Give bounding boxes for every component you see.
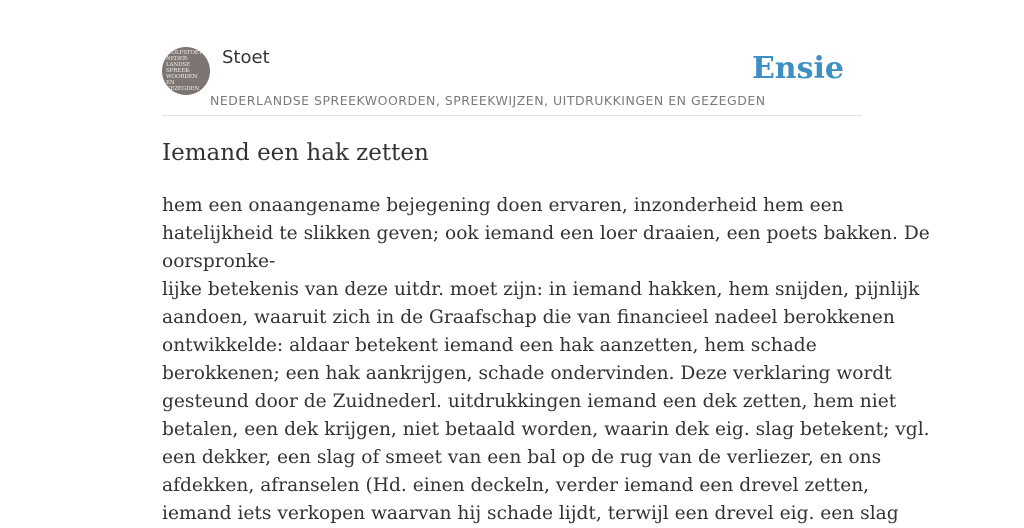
author-avatar[interactable] — [162, 47, 210, 95]
entry-body-line: iemand iets verkopen waarvan hij schade lijdt, terwijl een drevel eig. een slag — [162, 503, 899, 524]
entry-body-line: hatelijkheid te slikken geven; ook iemand een loer draaien, een poets bakken. De — [162, 223, 930, 244]
author-link[interactable]: Stoet — [222, 47, 270, 68]
ensie-logo-link[interactable]: Ensie — [751, 51, 844, 86]
entry-body-line: een dekker, een slag of smeet van een bal op de rug van de verliezer, en ons — [162, 447, 882, 468]
avatar-book-cover-text: WOLFSTOET NEDER- LANDSE SPREEK- WOORDEN EN GEZEGDEN — [166, 50, 203, 92]
entry-body-line: betalen, een dek krijgen, niet betaald worden, waarin dek eig. slag betekent; vgl. — [162, 419, 930, 440]
entry-body-line: afdekken, afranselen (Hd. einen deckeln, verder iemand een drevel zetten, — [162, 475, 870, 496]
entry-title: Iemand een hak zetten — [162, 140, 429, 166]
entry-body-line: lijke betekenis van deze uitdr. moet zijn: in iemand hakken, hem snijden, pijnlijk — [162, 279, 920, 300]
entry-body-line: berokkenen; een hak aankrijgen, schade ondervinden. Deze verklaring wordt — [162, 363, 892, 384]
source-subtitle: NEDERLANDSE SPREEKWOORDEN, SPREEKWIJZEN, UITDRUKKINGEN EN GEZEGDEN — [210, 93, 766, 108]
entry-body-line: gesteund door de Zuidnederl. uitdrukkingen iemand een dek zetten, hem niet — [162, 391, 897, 412]
entry-body-line: oorspronke- — [162, 251, 276, 272]
entry-body-line: aandoen, waaruit zich in de Graafschap die van financieel nadeel berokkenen — [162, 307, 895, 328]
entry-body-line: ontwikkelde: aldaar betekent iemand een hak aanzetten, hem schade — [162, 335, 817, 356]
site-header — [162, 46, 862, 116]
entry-body — [162, 192, 930, 528]
entry-body-line: hem een onaangename bejegening doen ervaren, inzonderheid hem een — [162, 195, 844, 216]
